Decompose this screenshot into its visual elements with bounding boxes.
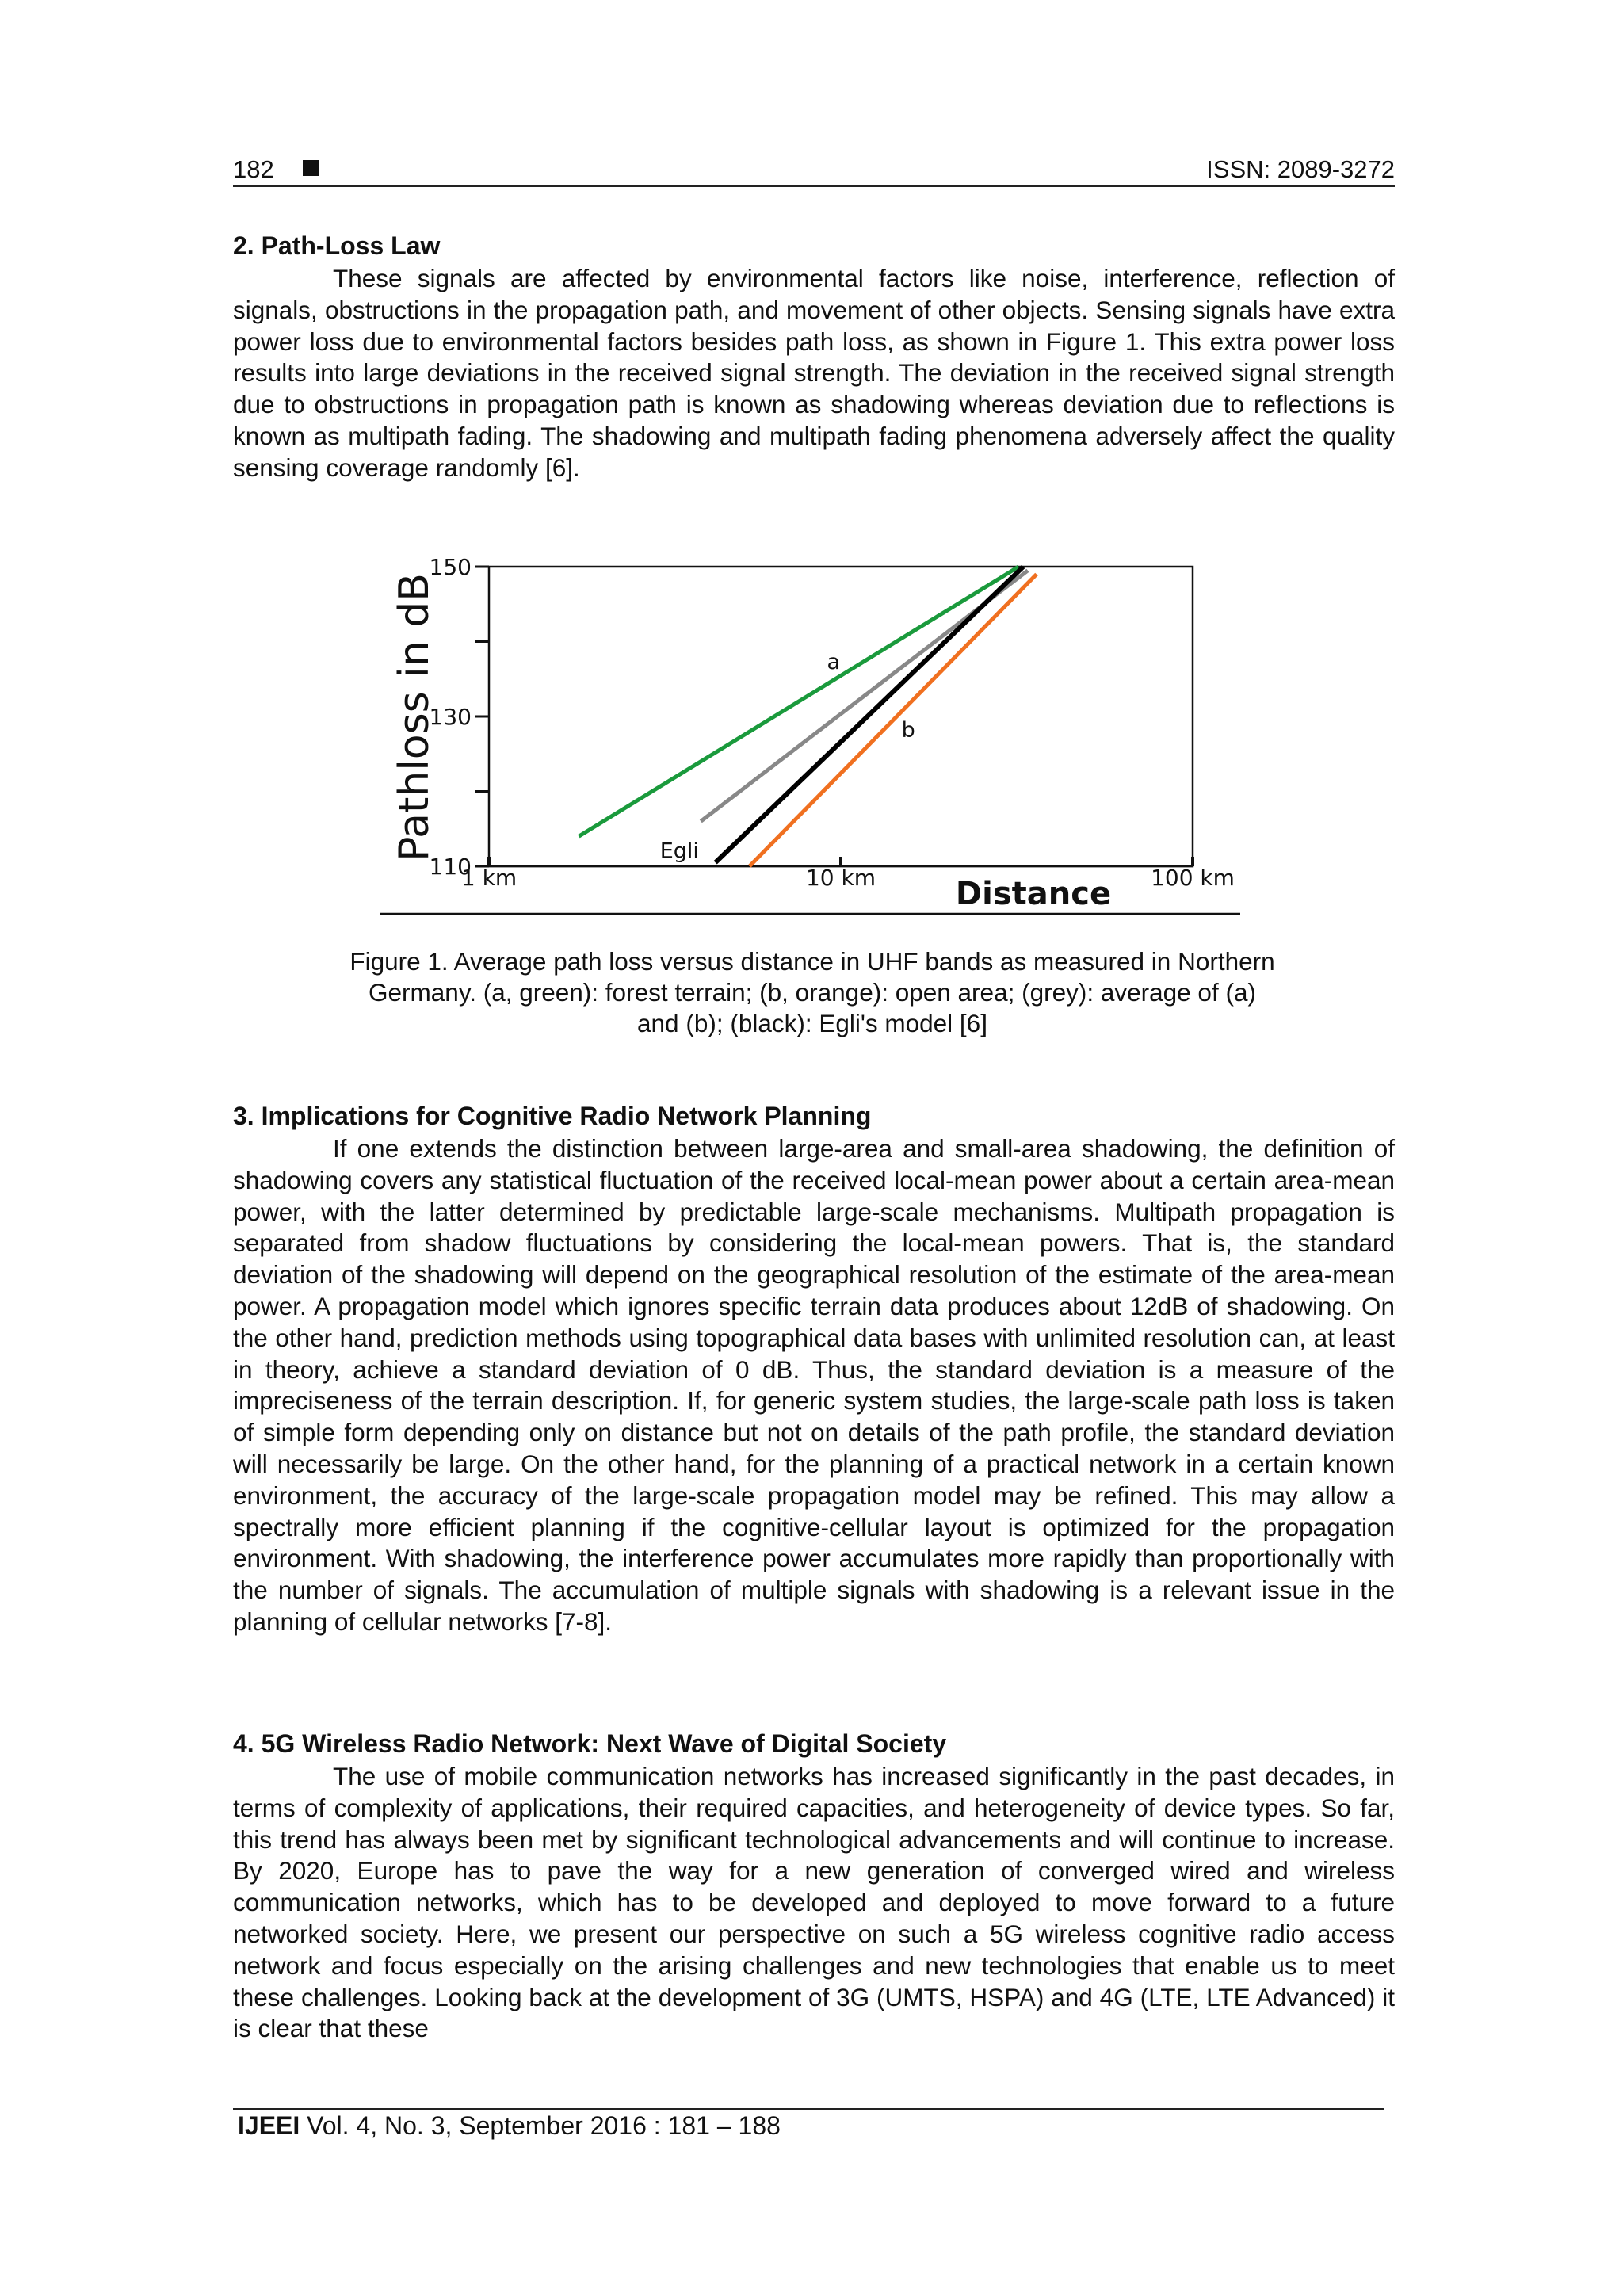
y-axis-label: Pathloss in dB: [391, 573, 438, 861]
section-4-text: The use of mobile communication networks has increased significantly in the past decades, in terms of complexity of applications, their required capacities, and heterogeneity of device types. So far, this trend has always been met by significant technological advancements and will continue to increase. By 2020, Europe has to pave the way for a new generation of converged wired and wireless communication networks, which has to be developed and deployed to move forward to a future networked society. Here, we present our perspective on such a 5G wireless cognitive radio access network and focus especially on the arising challenges and new technologies that enable us to meet these challenges. Looking back at the development of 3G (UMTS, HSPA) and 4G (LTE, LTE Advanced) it is clear that these: [233, 1762, 1395, 2043]
section-4-title: 4. 5G Wireless Radio Network: Next Wave of Digital Society: [233, 1729, 947, 1758]
section-3-title: 3. Implications for Cognitive Radio Network Planning: [233, 1102, 872, 1130]
page-number: 182: [233, 155, 274, 183]
y-tick-label-110: 110: [429, 854, 472, 880]
section-3-text: If one extends the distinction between large-area and small-area shadowing, the definition of shadowing covers any statistical fluctuation of the received local-mean power about a certain area-mean power, with the latter determined by predictable large-scale mechanisms. Multipath propagation is separated from shadow fluctuations by considering the local-mean powers. That is, the standard deviation of the shadowing will depend on the geographical resolution of the estimate of the area-mean power. A propagation model which ignores specific terrain data produces about 12dB of shadowing. On the other hand, prediction methods using topographical data bases with unlimited resolution can, at least in theory, achieve a standard deviation of 0 dB. Thus, the standard deviation is a measure of the impreciseness of the terrain description. If, for generic system studies, the large-scale path loss is taken of simple form depending only on distance but not on details of the path profile, the standard deviation will necessarily be large. On the other hand, for the planning of a practical network in a certain known environment, the accuracy of the large-scale propagation model may be refined. This may allow a spectrally more efficient planning if the cognitive-cellular layout is optimized for the propagation environment. With shadowing, the interference power accumulates more rapidly than proportionally with the number of signals. The accumulation of multiple signals with shadowing is a relevant issue in the planning of cellular networks [7-8].: [233, 1134, 1395, 1636]
header-square-icon: [303, 160, 319, 176]
section-3-paragraph: [233, 1133, 1395, 1638]
y-tick-label-150: 150: [429, 555, 472, 580]
footer-rule: [233, 2108, 1384, 2110]
issn: ISSN: 2089-3272: [1206, 155, 1395, 183]
x-tick-label-10: 10 km: [805, 865, 876, 891]
plot-frame: [489, 567, 1193, 866]
y-tick-label-130: 130: [429, 704, 472, 730]
x-tick-label-1: 1 km: [460, 865, 517, 891]
section-2-title: 2. Path-Loss Law: [233, 231, 441, 260]
series-label-egli: Egli: [659, 839, 699, 864]
section-2-text: These signals are affected by environmental factors like noise, interference, reflection of signals, obstructions in the propagation path, and movement of other objects. Sensing signals have extra power loss due to environmental factors besides path loss, as shown in Figure 1. This extra power loss results into large deviations in the received signal strength. The deviation in the received signal strength due to obstructions in propagation path is known as shadowing whereas deviation due to reflections is known as multipath fading. The shadowing and multipath fading phenomena adversely affect the quality sensing coverage randomly [6].: [233, 264, 1395, 482]
section-2-paragraph: [233, 263, 1395, 484]
journal-details: Vol. 4, No. 3, September 2016 : 181 – 188: [300, 2111, 781, 2140]
page-footer: [238, 2111, 781, 2141]
journal-name: IJEEI: [238, 2111, 300, 2140]
figure-1: [380, 555, 1252, 919]
x-axis-label: Distance: [955, 876, 1112, 912]
figure-1-caption: Figure 1. Average path loss versus distance in UHF bands as measured in Northern Germany. (a, green): forest terrain; (b, orange): open area; (grey): average of (a) and (b); (black): Egli's model [6]: [349, 947, 1275, 1037]
section-4-paragraph: [233, 1761, 1395, 2045]
page-header: [233, 154, 1395, 187]
series-label-b: b: [901, 718, 915, 743]
series-label-a: a: [827, 650, 841, 675]
pathloss-chart: [380, 555, 1252, 919]
x-tick-label-100: 100 km: [1151, 865, 1235, 891]
